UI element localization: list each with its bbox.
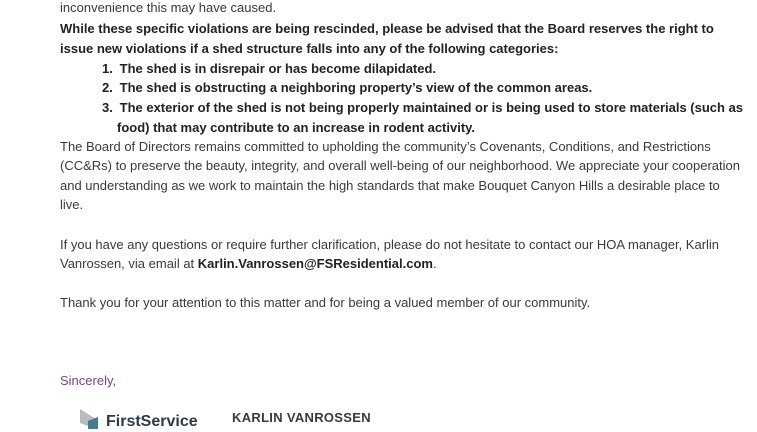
category-number: 1. [102,61,113,76]
category-3 [102,98,743,117]
board-line-1: The Board of Directors remains committed to upholding the community’s Covenants, Conditions, and Restrictions [60,139,711,154]
board-line-4: live. [60,197,84,212]
contact-suffix: . [432,256,437,271]
contact-line-1: If you have any questions or require further clarification, please do not hesitate to contact our HOA manager, Karlin [60,237,720,252]
category-1 [102,59,436,78]
category-number: 2. [102,80,113,95]
category-3-cont: food) that may contribute to an increase in rodent activity. [117,120,476,135]
contact-line-2 [60,254,437,273]
intro-tail: inconvenience this may have caused. [60,0,277,15]
category-2 [102,78,592,97]
firstservice-logo [80,409,220,429]
category-number: 3. [102,100,113,115]
contact-prefix: Vanrossen, via email at [60,256,198,271]
category-text: The shed is in disrepair or has become dilapidated. [119,61,437,76]
logo-text: FirstService [106,413,198,430]
board-line-2: (CC&Rs) to preserve the beauty, integrity, and overall well-being of our neighborhood. We appreciate your cooperation [60,158,740,173]
logo-mark-icon [80,409,102,429]
warning-line-1: While these specific violations are being rescinded, please be advised that the Board reserves the right to [60,21,714,36]
thanks-line: Thank you for your attention to this matter and for being a valued member of our community. [60,295,591,310]
warning-line-2: issue new violations if a shed structure falls into any of the following categories: [60,41,559,56]
category-text: The exterior of the shed is not being properly maintained or is being used to store materials (such as [119,100,744,115]
closing: Sincerely, [60,373,117,388]
signer-name: KARLIN VANROSSEN [232,410,371,425]
category-text: The shed is obstructing a neighboring property’s view of the common areas. [119,80,593,95]
board-line-3: and understanding as we work to maintain the high standards that make Bouquet Canyon Hills a desirable place to [60,178,720,193]
contact-email-link[interactable]: Karlin.Vanrossen@FSResidential.com [197,256,433,271]
